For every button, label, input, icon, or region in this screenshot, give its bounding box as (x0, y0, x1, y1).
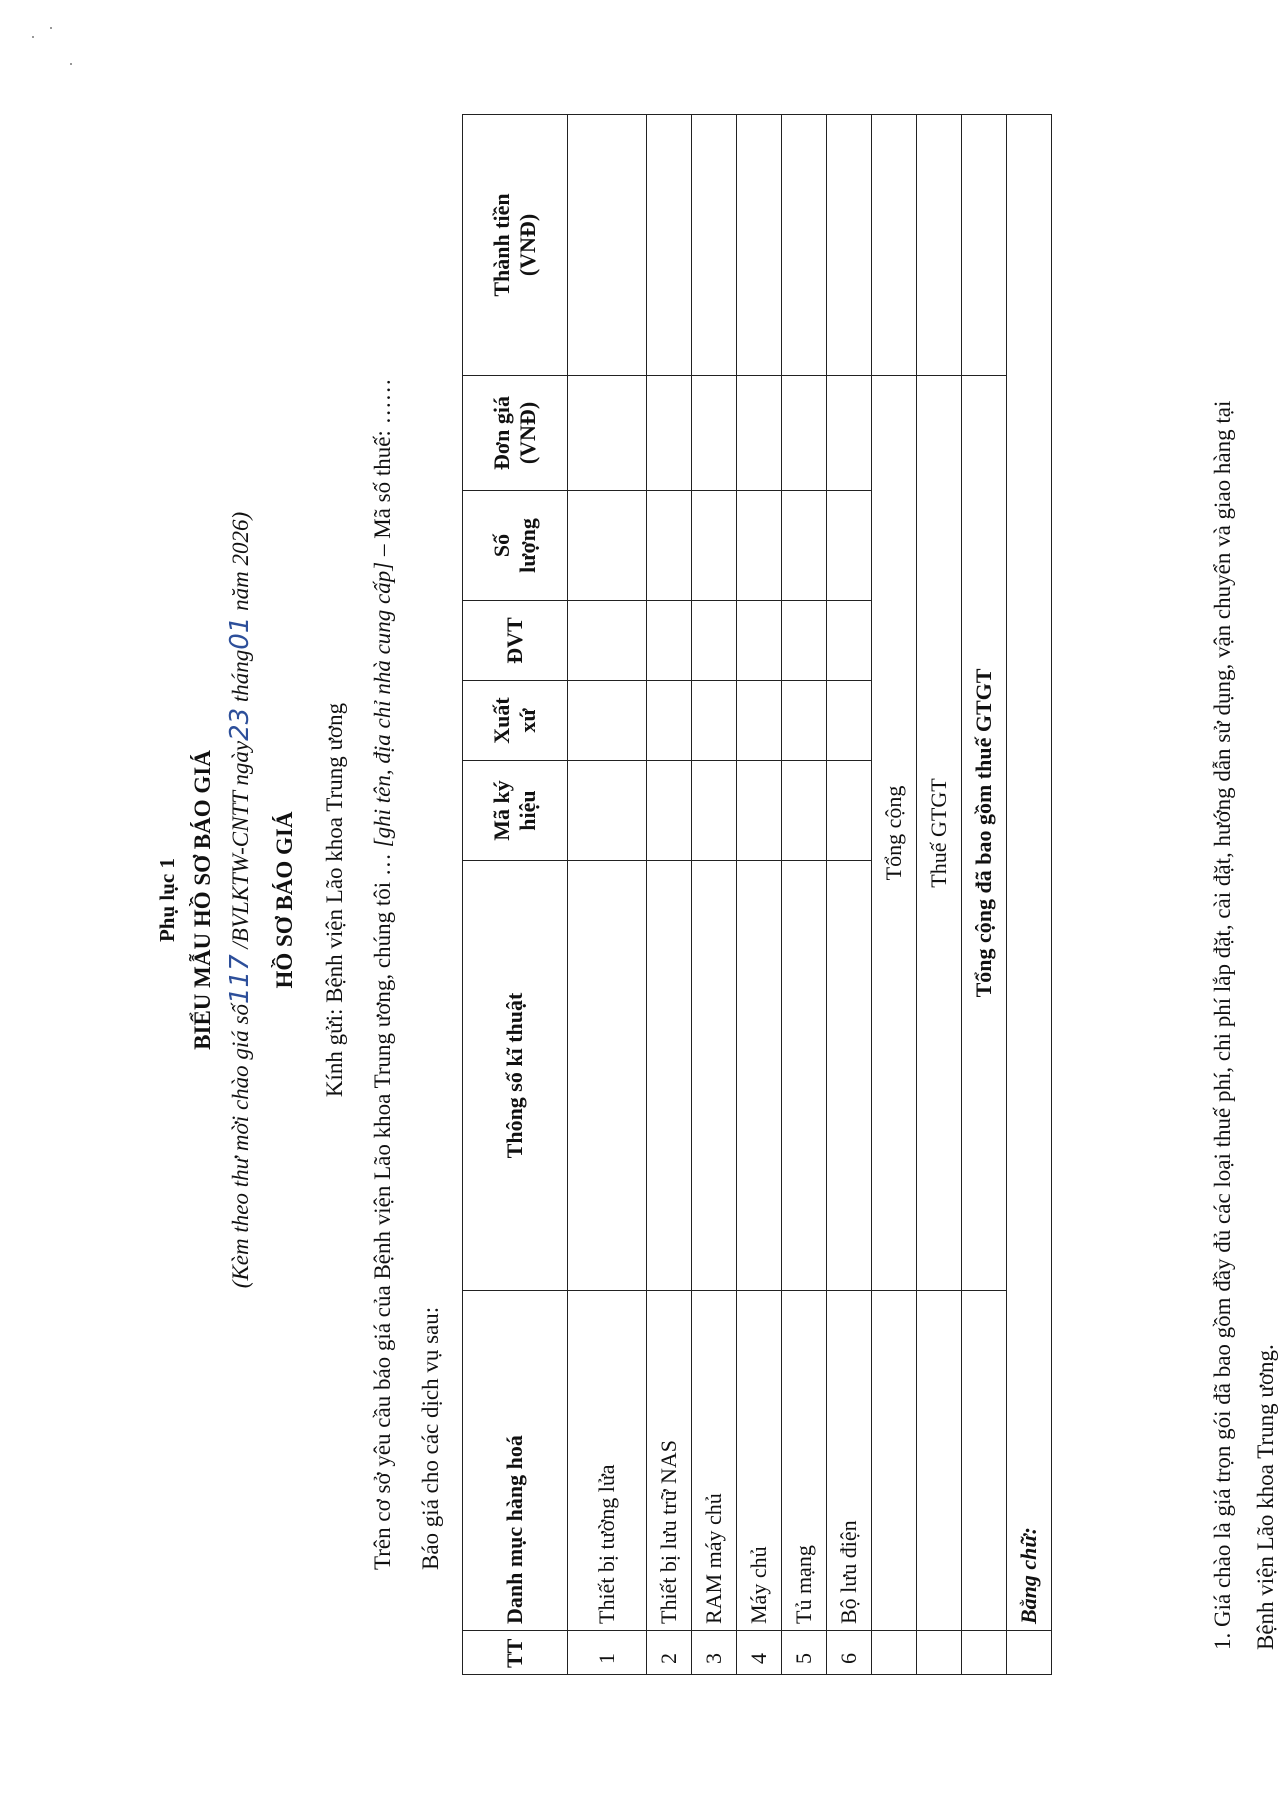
appendix-label: Phụ lục 1 (155, 857, 179, 943)
grand-total-amount-cell (962, 115, 1007, 376)
row-qty-cell (692, 491, 737, 601)
grand-total-blank-cell (962, 1291, 1007, 1631)
total-amount-cell (872, 115, 917, 376)
supplier-placeholder: [ghi tên, địa chỉ nhà cung cấp] (370, 561, 395, 848)
row-price-cell (827, 376, 872, 491)
header-qty (463, 491, 568, 601)
row-code-cell (647, 761, 692, 861)
row-item: Bộ lưu điện (827, 1291, 872, 1631)
row-spec-cell (737, 861, 782, 1291)
row-tt: 4 (737, 1631, 782, 1675)
row-amount-cell (647, 115, 692, 376)
vat-tt-cell (917, 1631, 962, 1675)
intro-text: Trên cơ sở yêu cầu báo giá của Bệnh viện Lão khoa Trung ương, chúng tôi … (370, 847, 395, 1570)
vat-label: Thuế GTGT (917, 376, 962, 1291)
row-origin-cell (692, 681, 737, 761)
header-origin-line2: xứ (515, 708, 540, 733)
header-price-line2: (VNĐ) (515, 401, 540, 465)
header-origin (463, 681, 568, 761)
header-item: Danh mục hàng hoá (463, 1291, 568, 1631)
note-line-2: Bệnh viện Lão khoa Trung ương. (1253, 1344, 1278, 1650)
table-row (782, 115, 827, 1675)
scan-speck (50, 27, 52, 29)
row-price-cell (568, 376, 647, 491)
row-qty-cell (568, 491, 647, 601)
row-tt: 3 (692, 1631, 737, 1675)
row-amount-cell (692, 115, 737, 376)
header-price-line1: Đơn giá (489, 396, 514, 470)
row-tt: 1 (568, 1631, 647, 1675)
row-item: Tủ mạng (782, 1291, 827, 1631)
in-words-label: Bằng chữ: (1007, 115, 1052, 1631)
header-code (463, 761, 568, 861)
table-row (827, 115, 872, 1675)
header-code-line1: Mã ký (489, 780, 514, 841)
row-qty-cell (737, 491, 782, 601)
header-qty-line2: lượng (515, 518, 540, 573)
row-amount-cell (568, 115, 647, 376)
in-words-row (1007, 115, 1052, 1675)
form-title: BIỂU MẪU HỒ SƠ BÁO GIÁ (190, 750, 215, 1050)
header-price (463, 376, 568, 491)
row-item: RAM máy chủ (692, 1291, 737, 1631)
scan-speck (32, 36, 34, 38)
header-tt: TT (463, 1631, 568, 1675)
quotation-table (462, 114, 1052, 1675)
row-origin-cell (782, 681, 827, 761)
row-unit-cell (692, 601, 737, 681)
row-spec-cell (647, 861, 692, 1291)
row-origin-cell (568, 681, 647, 761)
reference-line (225, 0, 255, 1800)
row-origin-cell (737, 681, 782, 761)
vat-row (917, 115, 962, 1675)
row-price-cell (782, 376, 827, 491)
row-amount-cell (782, 115, 827, 376)
row-spec-cell (568, 861, 647, 1291)
header-amount (463, 115, 568, 376)
vat-amount-cell (917, 115, 962, 376)
row-unit-cell (782, 601, 827, 681)
row-unit-cell (737, 601, 782, 681)
table-row (647, 115, 692, 1675)
row-tt: 5 (782, 1631, 827, 1675)
table-header-row (463, 115, 568, 1675)
recipient-line: Kính gửi: Bệnh viện Lão khoa Trung ương (322, 702, 347, 1098)
row-amount-cell (827, 115, 872, 376)
header-code-line2: hiệu (515, 790, 540, 831)
header-spec: Thông số kĩ thuật (463, 861, 568, 1291)
row-unit-cell (568, 601, 647, 681)
row-qty-cell (782, 491, 827, 601)
row-qty-cell (827, 491, 872, 601)
row-price-cell (692, 376, 737, 491)
row-origin-cell (647, 681, 692, 761)
grand-total-row (962, 115, 1007, 1675)
row-origin-cell (827, 681, 872, 761)
tax-code-text: – Mã số thuế: …… (370, 378, 395, 562)
handwritten-day: 23 (225, 707, 255, 741)
reference-year: năm 2026) (228, 511, 253, 617)
in-words-tt-cell (1007, 1631, 1052, 1675)
row-unit-cell (647, 601, 692, 681)
row-item: Thiết bị lưu trữ NAS (647, 1291, 692, 1631)
row-code-cell (692, 761, 737, 861)
total-blank-cell (872, 1291, 917, 1631)
row-item: Thiết bị tường lửa (568, 1291, 647, 1631)
row-unit-cell (827, 601, 872, 681)
header-origin-line1: Xuất (489, 697, 514, 744)
vat-blank-cell (917, 1291, 962, 1631)
table-row (568, 115, 647, 1675)
row-spec-cell (827, 861, 872, 1291)
total-label: Tổng cộng (872, 376, 917, 1291)
header-amount-line1: Thành tiền (489, 193, 514, 297)
reference-prefix: (Kèm theo thư mời chào giá số (228, 1004, 253, 1289)
row-code-cell (782, 761, 827, 861)
scan-speck (70, 63, 72, 65)
row-item: Máy chủ (737, 1291, 782, 1631)
total-tt-cell (872, 1631, 917, 1675)
row-code-cell (737, 761, 782, 861)
row-code-cell (568, 761, 647, 861)
grand-total-label: Tổng cộng đã bao gồm thuế GTGT (962, 376, 1007, 1291)
services-intro: Báo giá cho các dịch vụ sau: (418, 1306, 443, 1570)
row-amount-cell (737, 115, 782, 376)
handwritten-ref-number: 117 (225, 954, 255, 1004)
row-tt: 2 (647, 1631, 692, 1675)
total-row (872, 115, 917, 1675)
header-qty-line1: Số (489, 533, 514, 558)
document-title: HỒ SƠ BÁO GIÁ (272, 811, 297, 989)
header-unit: ĐVT (463, 601, 568, 681)
reference-code: /BVLKTW-CNTT ngày (228, 740, 253, 955)
row-qty-cell (647, 491, 692, 601)
row-price-cell (737, 376, 782, 491)
row-spec-cell (692, 861, 737, 1291)
row-spec-cell (782, 861, 827, 1291)
handwritten-month: 01 (225, 616, 255, 650)
table-row (737, 115, 782, 1675)
header-amount-line2: (VNĐ) (515, 213, 540, 277)
row-code-cell (827, 761, 872, 861)
grand-total-tt-cell (962, 1631, 1007, 1675)
note-line-1: 1. Giá chào là giá trọn gói đã bao gồm đầy đủ các loại thuế phí, chi phí lắp đặt, cài đặt, hướng dẫn sử dụng, vận chuyển và giao hàng tại (1210, 400, 1235, 1650)
row-price-cell (647, 376, 692, 491)
intro-paragraph (370, 378, 396, 1570)
table-row (692, 115, 737, 1675)
row-tt: 6 (827, 1631, 872, 1675)
month-label: tháng (228, 649, 253, 708)
